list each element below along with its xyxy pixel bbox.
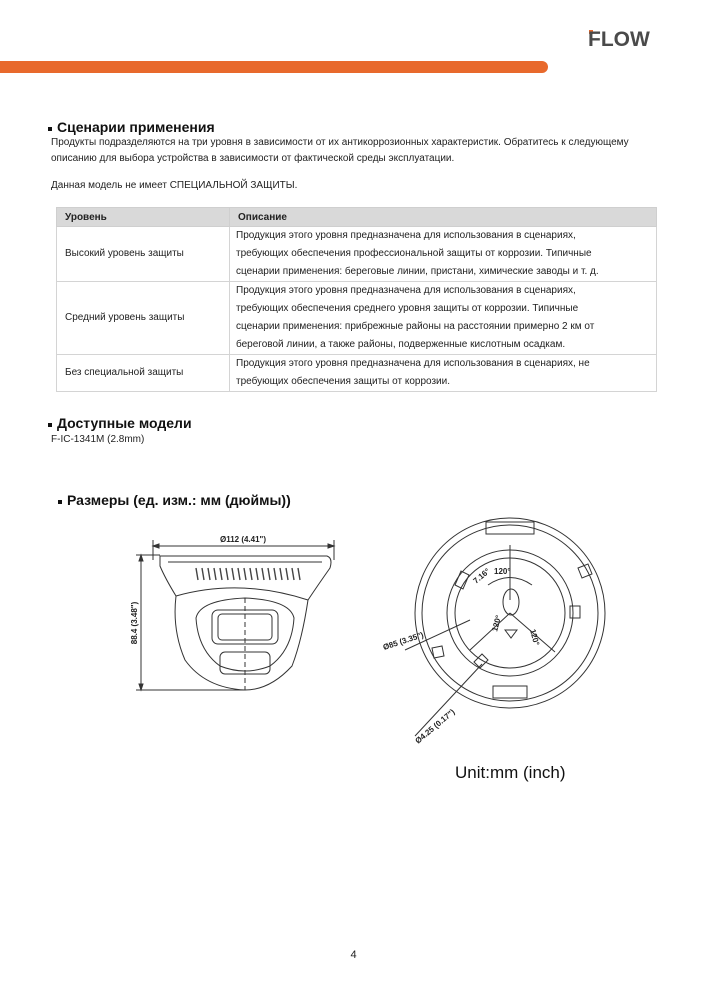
- model-item: F-IC-1341M (2.8mm): [51, 434, 145, 445]
- hole-label: Ø4.25 (0.17"): [413, 707, 457, 746]
- level-cell: Без специальной защиты: [57, 355, 230, 392]
- header-description: Описание: [230, 208, 657, 227]
- scenarios-title: Сценарии применения: [48, 119, 215, 135]
- unit-label: Unit:mm (inch): [455, 763, 566, 782]
- page-number: 4: [350, 949, 357, 961]
- description-cell: Продукция этого уровня предназначена для использования в сценариях, требующих обеспечения профессиональной защиты от коррозии. Типичные сценарии применения: береговые линии, пристани, химические заводы и т. д.: [230, 227, 657, 282]
- dimensions-title: Размеры (ед. изм.: мм (дюймы)): [58, 492, 291, 508]
- width-label: Ø112 (4.41"): [219, 535, 267, 544]
- angle-label-b: 120°: [494, 567, 511, 576]
- diameter-label: Ø85 (3.35"): [381, 630, 425, 652]
- description-cell: Продукция этого уровня предназначена для использования в сценариях, требующих обеспечения среднего уровня защиты от коррозии. Типичные сценарии применения: прибрежные районы на расстоянии примерно 2 км от береговой линии, а также районы, подверженные кислотным осадкам.: [230, 282, 657, 355]
- level-cell: Высокий уровень защиты: [57, 227, 230, 282]
- header-level: Уровень: [57, 208, 230, 227]
- scenarios-intro: Продукты подразделяются на три уровня в зависимости от их антикоррозионных характеристик. Обратитесь к следующему описанию для выбора устройства в зависимости от фактической среды эксплуатации.: [51, 137, 629, 164]
- angle-label-d: 120°: [528, 628, 542, 647]
- scenarios-note: Данная модель не имеет СПЕЦИАЛЬНОЙ ЗАЩИТЫ.: [51, 180, 298, 191]
- models-title: Доступные модели: [48, 415, 192, 431]
- angle-label-c: 120°: [490, 614, 504, 633]
- angle-label-a: 7.16°: [471, 566, 492, 586]
- height-label: 88.4 (3.48"): [130, 601, 139, 645]
- level-cell: Средний уровень защиты: [57, 282, 230, 355]
- svg-text:FLOW: FLOW: [588, 28, 650, 51]
- description-cell: Продукция этого уровня предназначена для использования в сценариях, не требующих обеспечения защиты от коррозии.: [230, 355, 657, 392]
